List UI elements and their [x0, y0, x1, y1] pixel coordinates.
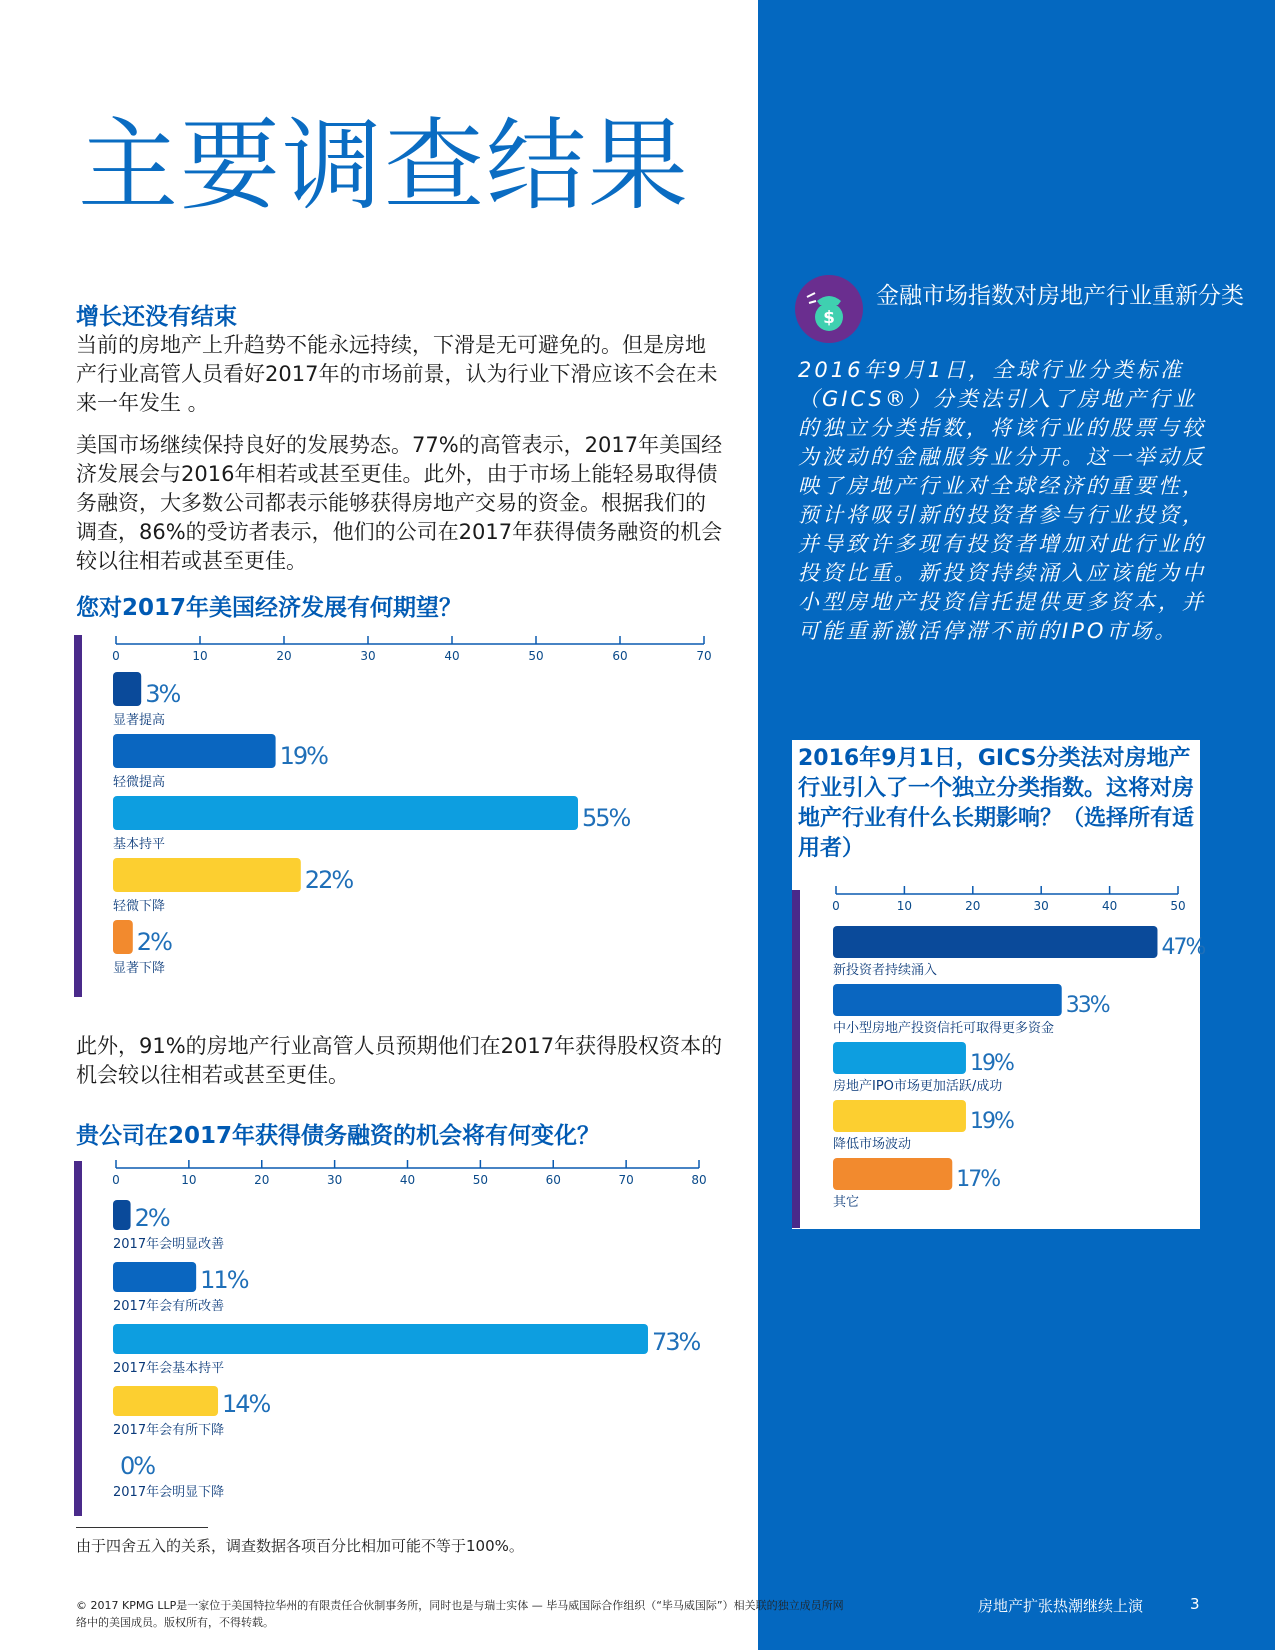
- chart-tick-label: 50: [472, 1173, 489, 1187]
- chart-bar: [833, 1158, 952, 1190]
- chart-value-label: 2%: [136, 928, 171, 956]
- chart-debt-svg: [74, 1158, 734, 1518]
- chart-value-label: 0%: [120, 1452, 155, 1480]
- chart-value-label: 17%: [956, 1167, 1000, 1192]
- svg-text:$: $: [823, 308, 835, 328]
- chart-category-label: 中小型房地产投资信托可取得更多资金: [833, 1021, 1055, 1036]
- chart-category-label: 2017年会明显下降: [113, 1485, 225, 1500]
- paragraph-3: [76, 1032, 726, 1090]
- chart-value-label: 14%: [222, 1390, 270, 1418]
- chart-value-label: 3%: [145, 680, 180, 708]
- chart-category-label: 2017年会有所下降: [113, 1423, 225, 1438]
- chart-value-label: 55%: [582, 804, 630, 832]
- chart-tick-label: 50: [1170, 899, 1186, 913]
- chart-bar: [113, 858, 301, 892]
- section-heading-growth: 增长还没有结束: [76, 304, 237, 330]
- paragraph-2-text: 美国市场继续保持良好的发展势态。77%的高管表示，2017年美国经济发展会与2016年相若或甚至更佳。此外，由于市场上能轻易取得债务融资，大多数公司都表示能够获得房地产交易的资金。根据我们的调查，86%的受访者表示，他们的公司在2017年获得债务融资的机会较以往相若或甚至更佳。: [76, 433, 723, 573]
- chart-value-label: 2%: [134, 1204, 169, 1232]
- chart-category-label: 轻微下降: [113, 899, 166, 914]
- chart-value-label: 19%: [279, 742, 327, 770]
- chart-category-label: 2017年会基本持平: [113, 1361, 225, 1376]
- chart-bar: [113, 1386, 218, 1416]
- chart-tick-label: 40: [399, 1173, 416, 1187]
- chart-bar: [113, 1200, 131, 1230]
- chart-tick-label: 30: [1033, 899, 1049, 913]
- chart-category-label: 其它: [833, 1195, 860, 1210]
- chart2-heading: 贵公司在2017年获得债务融资的机会将有何变化？: [76, 1123, 601, 1149]
- chart-bar: [113, 1324, 648, 1354]
- chart-category-label: 显著下降: [113, 961, 166, 976]
- chart-bar: [113, 672, 141, 706]
- page-title: 主要调查结果: [78, 107, 690, 224]
- chart-tick-label: 70: [696, 649, 712, 663]
- chart-tick-label: 60: [545, 1173, 561, 1187]
- chart-value-label: 19%: [969, 1109, 1013, 1134]
- chart-tick-label: 0: [832, 899, 840, 913]
- chart-tick-label: 40: [444, 649, 460, 663]
- paragraph-1-text: 当前的房地产上升趋势不能永远持续，下滑是无可避免的。但是房地产行业高管人员看好2017年的市场前景，认为行业下滑应该不会在未来一年发生 。: [76, 333, 718, 415]
- chart-value-label: 33%: [1065, 993, 1109, 1018]
- chart-category-label: 2017年会有所改善: [113, 1299, 225, 1314]
- chart-bar: [113, 1262, 196, 1292]
- chart-category-label: 降低市场波动: [833, 1137, 912, 1152]
- gics-sidebar-title: 金融市场指数对房地产行业重新分类: [876, 283, 1244, 309]
- chart-value-label: 22%: [304, 866, 353, 894]
- chart-category-label: 2017年会明显改善: [113, 1237, 225, 1252]
- chart-value-label: 19%: [969, 1051, 1013, 1076]
- paragraph-1: [76, 331, 726, 418]
- chart-tick-label: 50: [528, 649, 544, 663]
- chart-bar: [833, 1100, 966, 1132]
- chart-tick-label: 20: [965, 899, 981, 913]
- footnote-rule: [76, 1527, 208, 1528]
- chart-tick-label: 30: [326, 1173, 343, 1187]
- chart-tick-label: 70: [618, 1173, 634, 1187]
- chart-left-rule: [74, 635, 82, 997]
- money-bag-icon: [795, 275, 863, 343]
- chart-category-label: 基本持平: [113, 837, 166, 852]
- chart-economy-expectation: [74, 630, 734, 1004]
- chart-tick-label: 0: [112, 1173, 120, 1187]
- paragraph-3-text: 此外，91%的房地产行业高管人员预期他们在2017年获得股权资本的机会较以往相若或甚至更佳。: [76, 1034, 723, 1087]
- chart-category-label: 新投资者持续涌入: [833, 963, 938, 978]
- chart-left-rule: [74, 1161, 82, 1516]
- chart-bar: [833, 1042, 966, 1074]
- chart-bar: [113, 796, 578, 830]
- chart1-heading: 您对2017年美国经济发展有何期望？: [76, 595, 463, 621]
- chart-category-label: 显著提高: [113, 713, 166, 728]
- chart-tick-label: 20: [276, 649, 292, 663]
- page-number: 3: [1190, 1595, 1200, 1613]
- chart-tick-label: 80: [691, 1173, 707, 1187]
- chart-value-label: 11%: [200, 1266, 248, 1294]
- chart-category-label: 房地产IPO市场更加活跃/成功: [833, 1079, 1003, 1094]
- footer-report-title: 房地产扩张热潮继续上演: [978, 1597, 1144, 1615]
- chart-tick-label: 40: [1101, 899, 1118, 913]
- chart-gics-impact: [792, 890, 1205, 1234]
- copyright-text: © 2017 KPMG LLP是一家位于美国特拉华州的有限责任合伙制事务所，同时也是与瑞士实体 — 毕马威国际合作组织（“毕马威国际”）相关联的独立成员所网络中的美国成员。版权所有，不得转载。: [76, 1599, 844, 1629]
- chart-gics-svg: [792, 890, 1205, 1230]
- chart-bar: [113, 920, 133, 954]
- chart-left-rule: [792, 890, 800, 1228]
- chart-debt-financing: [74, 1158, 734, 1522]
- chart-economy-svg: [74, 630, 734, 1000]
- footnote: 由于四舍五入的关系，调查数据各项百分比相加可能不等于100%。: [76, 1537, 524, 1555]
- chart-category-label: 轻微提高: [113, 775, 166, 790]
- chart-bar: [113, 734, 276, 768]
- chart-tick-label: 30: [360, 649, 376, 663]
- chart-tick-label: 60: [612, 649, 628, 663]
- chart-tick-label: 10: [181, 1173, 197, 1187]
- chart-tick-label: 10: [192, 649, 208, 663]
- chart-bar: [833, 926, 1157, 958]
- chart-value-label: 73%: [651, 1328, 700, 1356]
- gics-survey-question: 2016年9月1日，GICS分类法对房地产行业引入了一个独立分类指数。这将对房地产行业有什么长期影响？（选择所有适用者）: [798, 746, 1195, 861]
- chart-tick-label: 0: [112, 649, 120, 663]
- chart-bar: [833, 984, 1062, 1016]
- chart-tick-label: 20: [254, 1173, 270, 1187]
- gics-sidebar-text: 2016年9月1日，全球行业分类标准（GICS®）分类法引入了房地产行业的独立分类指数，将该行业的股票与较为波动的金融服务业分开。这一举动反映了房地产行业对全球经济的重要性，预计将吸引新的投资者参与行业投资，并导致许多现有投资者增加对此行业的投资比重。新投资持续涌入应该能为中小型房地产投资信托提供更多资本，并可能重新激活停滞不前的IPO市场。: [798, 358, 1206, 643]
- chart-tick-label: 10: [896, 899, 913, 913]
- paragraph-2: [76, 431, 726, 576]
- chart-value-label: 47%: [1161, 935, 1205, 960]
